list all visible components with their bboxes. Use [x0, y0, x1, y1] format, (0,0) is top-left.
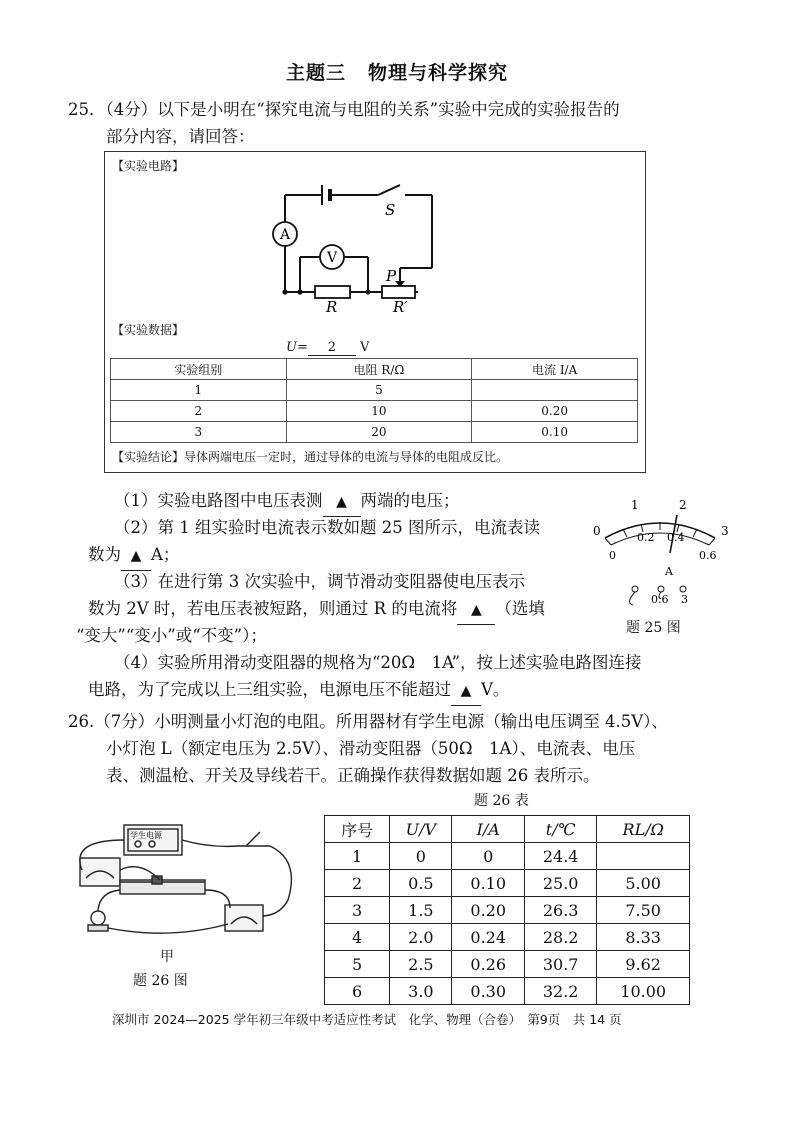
table-cell: 24.4 — [524, 843, 596, 870]
table-cell: 7.50 — [597, 897, 690, 924]
table-cell: 20 — [286, 422, 472, 443]
terminal-label: 3 — [681, 593, 688, 606]
q26-line3: 表、测温枪、开关及导线若干。正确操作获得数据如题 26 表所示。 — [106, 766, 600, 785]
circuit-label: 【实验电路】 — [112, 159, 185, 173]
sub1-post: 两端的电压； — [360, 491, 460, 510]
table-cell: 0.10 — [472, 422, 638, 443]
table-row — [111, 380, 638, 401]
table-cell: 1 — [111, 380, 287, 401]
table-cell — [597, 843, 690, 870]
q25-sub2-line2 — [88, 541, 179, 571]
table-cell: 1.5 — [390, 897, 452, 924]
outer-scale-label: 0 — [593, 524, 601, 538]
outer-scale-label: 2 — [679, 498, 687, 512]
inner-scale-label: 0.4 — [667, 531, 685, 544]
q25-sub4-line2 — [88, 676, 509, 706]
q26-line1 — [68, 708, 668, 735]
q25-sub3-line1: （3）在进行第 3 次实验中，调节滑动变阻器使电压表示 — [114, 572, 525, 591]
answer-blank-2: ▲ — [121, 543, 151, 571]
table-cell: 10 — [286, 401, 472, 422]
table-cell: 8.33 — [597, 924, 690, 951]
table-row — [325, 978, 690, 1005]
figure25-caption: 题 25 图 — [626, 620, 681, 636]
table-header: 电阻 R/Ω — [286, 359, 472, 380]
table-cell: 0 — [452, 843, 524, 870]
circuit-diagram — [260, 175, 460, 320]
outer-scale-label: 1 — [631, 498, 639, 512]
table-cell: 25.0 — [524, 870, 596, 897]
table-cell: 3 — [111, 422, 287, 443]
table-cell: 30.7 — [524, 951, 596, 978]
table-cell: 0 — [390, 843, 452, 870]
table-cell: 0.20 — [472, 401, 638, 422]
table-cell: 0.20 — [452, 897, 524, 924]
q26-line2: 小灯泡 L（额定电压为 2.5V）、滑动变阻器（50Ω 1A）、电流表、电压 — [106, 739, 636, 758]
table-row — [111, 359, 638, 380]
table-cell: 0.24 — [452, 924, 524, 951]
q25-sub3-line2 — [88, 595, 545, 625]
apparatus-figure — [60, 820, 300, 945]
sub2-pre: 数为 — [88, 545, 121, 564]
table-cell: 0.5 — [390, 870, 452, 897]
q25-stem-line1: （4分）以下是小明在“探究电流与电阻的关系”实验中完成的实验报告的 — [105, 100, 620, 119]
rheostat-symbol — [382, 286, 415, 298]
table-cell: 2 — [111, 401, 287, 422]
table-row — [325, 897, 690, 924]
q26-data-table — [324, 815, 690, 1005]
table-cell: 2.0 — [390, 924, 452, 951]
conclusion-text: 【实验结论】导体两端电压一定时，通过导体的电流与导体的电阻成反比。 — [112, 450, 509, 464]
terminal-label: 0.6 — [651, 593, 669, 606]
table-cell: 5.00 — [597, 870, 690, 897]
table-row — [111, 401, 638, 422]
voltmeter-label: V — [326, 250, 338, 266]
table-cell: 10.00 — [597, 978, 690, 1005]
answer-blank-3: ▲ — [457, 597, 495, 625]
topic-title: 物理与科学探究 — [368, 62, 509, 84]
table-cell: 9.62 — [597, 951, 690, 978]
table-row — [325, 870, 690, 897]
report-data-table — [110, 358, 638, 443]
table-cell: 32.2 — [524, 978, 596, 1005]
table-header: 序号 — [325, 816, 390, 843]
q25-sub1 — [114, 487, 460, 517]
table-cell: 6 — [325, 978, 390, 1005]
table-cell — [472, 380, 638, 401]
table-cell: 26.3 — [524, 897, 596, 924]
sub3-pre: 数为 2V 时，若电压表被短路，则通过 R 的电流将 — [88, 599, 458, 618]
sub3-post: （选填 — [495, 599, 545, 618]
table-header: U/V — [390, 816, 452, 843]
voltage-line — [286, 340, 369, 356]
figure26-sub: 甲 — [160, 949, 174, 965]
table-cell: 28.2 — [524, 924, 596, 951]
voltage-value: 2 — [308, 340, 356, 356]
q25-number: 25． — [68, 100, 106, 119]
q26-text1: （7分）小明测量小灯泡的电阻。所用器材有学生电源（输出电压调至 4.5V）、 — [94, 712, 668, 731]
voltage-unit: V — [360, 340, 370, 355]
slider-label: P — [386, 267, 397, 285]
sub4-post: V。 — [481, 680, 510, 699]
figure26-caption: 题 26 图 — [133, 973, 188, 989]
q25-stem — [68, 96, 620, 123]
inner-scale-label: 0 — [609, 549, 616, 562]
voltmeter-device — [225, 905, 263, 931]
ammeter-label: A — [279, 227, 291, 243]
switch-label: S — [385, 201, 396, 219]
table26-caption: 题 26 表 — [474, 793, 529, 809]
page-title — [0, 58, 794, 85]
table-cell: 3.0 — [390, 978, 452, 1005]
topic-prefix: 主题三 — [285, 62, 346, 84]
q26-number: 26. — [68, 712, 95, 731]
sub2-post: A； — [151, 545, 180, 564]
table-cell: 2 — [325, 870, 390, 897]
table-cell: 3 — [325, 897, 390, 924]
data-label: 【实验数据】 — [112, 323, 185, 337]
q25-sub3-line3: “变大”“变小”或“不变”）； — [76, 626, 267, 645]
power-supply-label: 学生电源 — [130, 831, 162, 840]
inner-scale-label: 0.2 — [637, 531, 655, 544]
table-row — [111, 422, 638, 443]
table-cell: 4 — [325, 924, 390, 951]
table-cell: 0.10 — [452, 870, 524, 897]
table-row — [325, 843, 690, 870]
table-cell: 1 — [325, 843, 390, 870]
table-cell: 5 — [286, 380, 472, 401]
rheostat-label: R′ — [393, 298, 408, 316]
table-header: I/A — [452, 816, 524, 843]
outer-scale-label: 3 — [721, 524, 729, 538]
resistor-symbol — [315, 286, 350, 298]
inner-scale-label: 0.6 — [699, 549, 717, 562]
table-row — [325, 951, 690, 978]
sub1-pre: （1）实验电路图中电压表测 — [114, 491, 323, 510]
q25-sub4-line1: （4）实验所用滑动变阻器的规格为“20Ω 1A”，按上述实验电路图连接 — [114, 653, 642, 672]
table-header: 实验组别 — [111, 359, 287, 380]
meter-unit: A — [665, 565, 673, 578]
table-cell: 5 — [325, 951, 390, 978]
table-cell: 0.30 — [452, 978, 524, 1005]
table-row — [325, 924, 690, 951]
ammeter-device — [80, 858, 120, 886]
table-header: RL/Ω — [597, 816, 690, 843]
table-header: t/℃ — [524, 816, 596, 843]
answer-blank-1: ▲ — [323, 489, 361, 517]
table-header: 电流 I/A — [472, 359, 638, 380]
sub4-pre: 电路，为了完成以上三组实验，电源电压不能超过 — [88, 680, 451, 699]
q25-stem-line2: 部分内容，请回答： — [106, 127, 255, 146]
table-cell: 0.26 — [452, 951, 524, 978]
table-row — [325, 816, 690, 843]
voltage-prefix: U= — [286, 340, 308, 355]
q25-sub2-line1: （2）第 1 组实验时电流表示数如题 25 图所示，电流表读 — [114, 518, 540, 537]
answer-blank-4: ▲ — [451, 678, 481, 706]
page-footer: 深圳市 2024—2025 学年初三年级中考适应性考试 化学、物理（合卷） 第9页 共 14 页 — [112, 1012, 622, 1027]
resistor-label: R — [326, 298, 338, 316]
table-cell: 2.5 — [390, 951, 452, 978]
